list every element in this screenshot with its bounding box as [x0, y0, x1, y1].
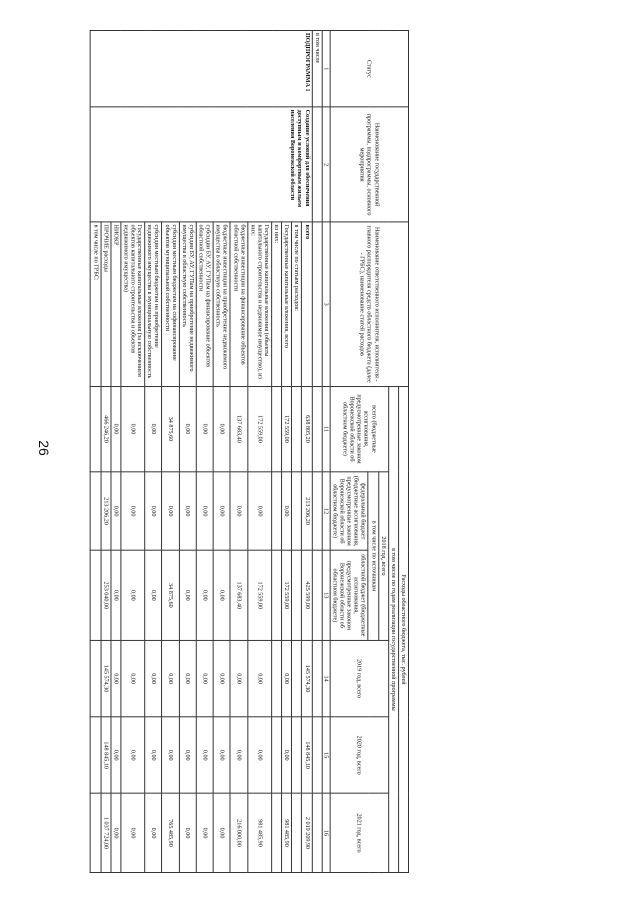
value-cell: 0,00: [145, 640, 162, 717]
value-cell: 216 000,00: [231, 794, 248, 873]
row-label: НИОКР: [111, 222, 121, 386]
value-cell: 137 683,40: [231, 386, 248, 471]
index-cell: 11: [322, 386, 330, 471]
header-regional: областной бюджет (бюджетные ассигнования, предусмотренные законом Воронежской области об областном бюджете): [330, 550, 368, 640]
value-cell: 34 875,60: [162, 550, 179, 640]
value-cell: 981 485,90: [282, 794, 292, 873]
value-cell: [272, 386, 282, 471]
value-cell: 0,00: [231, 717, 248, 794]
value-cell: [272, 550, 282, 640]
value-cell: 0,00: [214, 472, 231, 551]
value-cell: 0,00: [111, 640, 121, 717]
value-cell: 2 019 209,90: [302, 794, 312, 873]
value-cell: 0,00: [121, 386, 145, 471]
row-label: бюджетные инвестиции на финансирование объектов областной собственности: [231, 222, 248, 386]
row-label: всего: [302, 222, 312, 386]
value-cell: 213 206,20: [101, 472, 111, 551]
header-federal: федеральный бюджет (бюджетные ассигнования, предусмотренные законом Воронежской области об областном бюджете): [330, 472, 368, 551]
row-label: из них:: [272, 222, 282, 386]
table-row: [302, 30, 312, 872]
value-cell: [292, 386, 302, 471]
value-cell: 145 574,30: [101, 640, 111, 717]
row-label: субсидии БУ, АУ, ГУПам на финансирование объектов областной собственности: [197, 222, 214, 386]
header-2021: 2021 год, всего: [330, 794, 388, 873]
value-cell: 0,00: [180, 550, 197, 640]
page-number: 26: [35, 440, 52, 456]
row-label: субсидии местным бюджетам на приобретение недвижимого имущества в муниципальную собственность: [145, 222, 162, 386]
value-cell: 765 485,90: [162, 794, 179, 873]
value-cell: [91, 717, 101, 794]
header-incl-sources: в том числе по источникам: [369, 472, 379, 641]
value-cell: 0,00: [282, 640, 292, 717]
value-cell: 0,00: [180, 794, 197, 873]
value-cell: [91, 640, 101, 717]
value-cell: 0,00: [214, 386, 231, 471]
header-name: Наименование государственной программы, подпрограммы, основного мероприятия: [330, 107, 408, 222]
value-cell: [272, 717, 282, 794]
value-cell: 0,00: [145, 472, 162, 551]
value-cell: 0,00: [180, 717, 197, 794]
value-cell: 0,00: [282, 717, 292, 794]
value-cell: 0,00: [248, 640, 272, 717]
value-cell: 0,00: [111, 794, 121, 873]
value-cell: 0,00: [214, 717, 231, 794]
row-label: Государственные капитальные вложения (объекты капитального строительства и недвижимое имущество), из них:: [248, 222, 272, 386]
value-cell: 0,00: [121, 794, 145, 873]
header-expenses: Расходы областного бюджета, тыс. рублей: [399, 386, 409, 872]
value-cell: 0,00: [121, 550, 145, 640]
value-cell: 137 683,40: [231, 550, 248, 640]
value-cell: [272, 472, 282, 551]
value-cell: 172 559,00: [282, 386, 292, 471]
value-cell: [272, 794, 282, 873]
value-cell: 148 845,10: [101, 717, 111, 794]
incl-label: в том числе: [312, 30, 322, 107]
header-2019: 2019 год, всего: [330, 640, 388, 717]
value-cell: [91, 550, 101, 640]
value-cell: 0,00: [162, 717, 179, 794]
row-label: Государственные капитальные вложения (за исключением объектов капитального строительства и объектов недвижимого имущества): [121, 222, 145, 386]
value-cell: [91, 794, 101, 873]
value-cell: 172 559,00: [282, 550, 292, 640]
index-cell: 16: [322, 794, 330, 873]
value-cell: 0,00: [121, 472, 145, 551]
value-cell: 0,00: [121, 717, 145, 794]
row-label: ПРОЧИЕ расходы: [101, 222, 111, 386]
value-cell: [292, 472, 302, 551]
value-cell: 0,00: [197, 640, 214, 717]
value-cell: 172 559,00: [248, 386, 272, 471]
value-cell: 0,00: [121, 640, 145, 717]
value-cell: [91, 386, 101, 471]
row-label: субсидии местным бюджетам на софинансирование объектов муниципальной собственности: [162, 222, 179, 386]
value-cell: 0,00: [248, 472, 272, 551]
row-label: субсидии БУ, АУ, ГУПам на приобретение недвижимого имущества в областную собственность: [180, 222, 197, 386]
subprogram-status: ПОДПРОГРАММА 1: [91, 30, 312, 107]
value-cell: [292, 640, 302, 717]
value-cell: 172 559,00: [248, 550, 272, 640]
value-cell: 638 805,20: [302, 386, 312, 471]
index-cell: 15: [322, 717, 330, 794]
budget-table: [90, 30, 409, 873]
row-label: бюджетные инвестиции на приобретение недвижимого имущества в областную собственность: [214, 222, 231, 386]
index-cell: 13: [322, 550, 330, 640]
value-cell: 466 246,20: [101, 386, 111, 471]
value-cell: 0,00: [231, 640, 248, 717]
subprogram-name: Создание условий для обеспечения доступным и комфортным жильем населения Воронежской области: [91, 107, 312, 222]
value-cell: 0,00: [145, 717, 162, 794]
value-cell: 0,00: [214, 640, 231, 717]
value-cell: 0,00: [111, 472, 121, 551]
value-cell: 0,00: [231, 472, 248, 551]
value-cell: 0,00: [111, 386, 121, 471]
value-cell: [272, 640, 282, 717]
value-cell: 0,00: [214, 550, 231, 640]
value-cell: 425 599,00: [302, 550, 312, 640]
value-cell: 0,00: [214, 794, 231, 873]
value-cell: 148 845,10: [302, 717, 312, 794]
value-cell: 0,00: [197, 550, 214, 640]
value-cell: 0,00: [145, 386, 162, 471]
value-cell: 0,00: [111, 717, 121, 794]
value-cell: 0,00: [180, 640, 197, 717]
value-cell: 0,00: [248, 717, 272, 794]
value-cell: 0,00: [197, 794, 214, 873]
value-cell: [292, 717, 302, 794]
header-status: Статус: [330, 30, 408, 107]
value-cell: 213 206,20: [302, 472, 312, 551]
value-cell: [91, 472, 101, 551]
header-2020: 2020 год, всего: [330, 717, 388, 794]
value-cell: 0,00: [162, 472, 179, 551]
index-cell: 2: [322, 107, 330, 222]
value-cell: [292, 550, 302, 640]
value-cell: 0,00: [180, 472, 197, 551]
header-total-col: всего (бюджетные ассигнования, предусмотренные законом Воронежской области об областном бюджете): [330, 386, 388, 471]
value-cell: 0,00: [145, 794, 162, 873]
value-cell: 0,00: [282, 472, 292, 551]
value-cell: 0,00: [162, 640, 179, 717]
value-cell: 253 040,00: [101, 550, 111, 640]
value-cell: 0,00: [145, 550, 162, 640]
value-cell: 0,00: [197, 472, 214, 551]
header-2018: 2018 год, всего: [379, 472, 389, 641]
rotated-page: [90, 30, 409, 873]
header-executor: Наименование ответственного исполнителя, исполнителя - главного распорядителя средств областного бюджета (далее - ГРБС), наименование статей расходов: [330, 222, 408, 386]
value-cell: [292, 794, 302, 873]
row-label: Государственные капитальные вложения, всего: [282, 222, 292, 386]
index-cell: 3: [322, 222, 330, 386]
row-label: в том числе по ГРБС:: [91, 222, 101, 386]
value-cell: 0,00: [180, 386, 197, 471]
value-cell: 145 574,30: [302, 640, 312, 717]
value-cell: 0,00: [197, 717, 214, 794]
value-cell: 981 485,90: [248, 794, 272, 873]
index-cell: 14: [322, 640, 330, 717]
header-by-years: в том числе по годам реализации государственной программы: [389, 386, 399, 872]
value-cell: 34 875,60: [162, 386, 179, 471]
index-cell: 1: [322, 30, 330, 107]
row-label: в том числе по статьям расходов:: [292, 222, 302, 386]
index-cell: 12: [322, 472, 330, 551]
value-cell: 0,00: [197, 386, 214, 471]
value-cell: 0,00: [111, 550, 121, 640]
value-cell: 1 037 724,00: [101, 794, 111, 873]
